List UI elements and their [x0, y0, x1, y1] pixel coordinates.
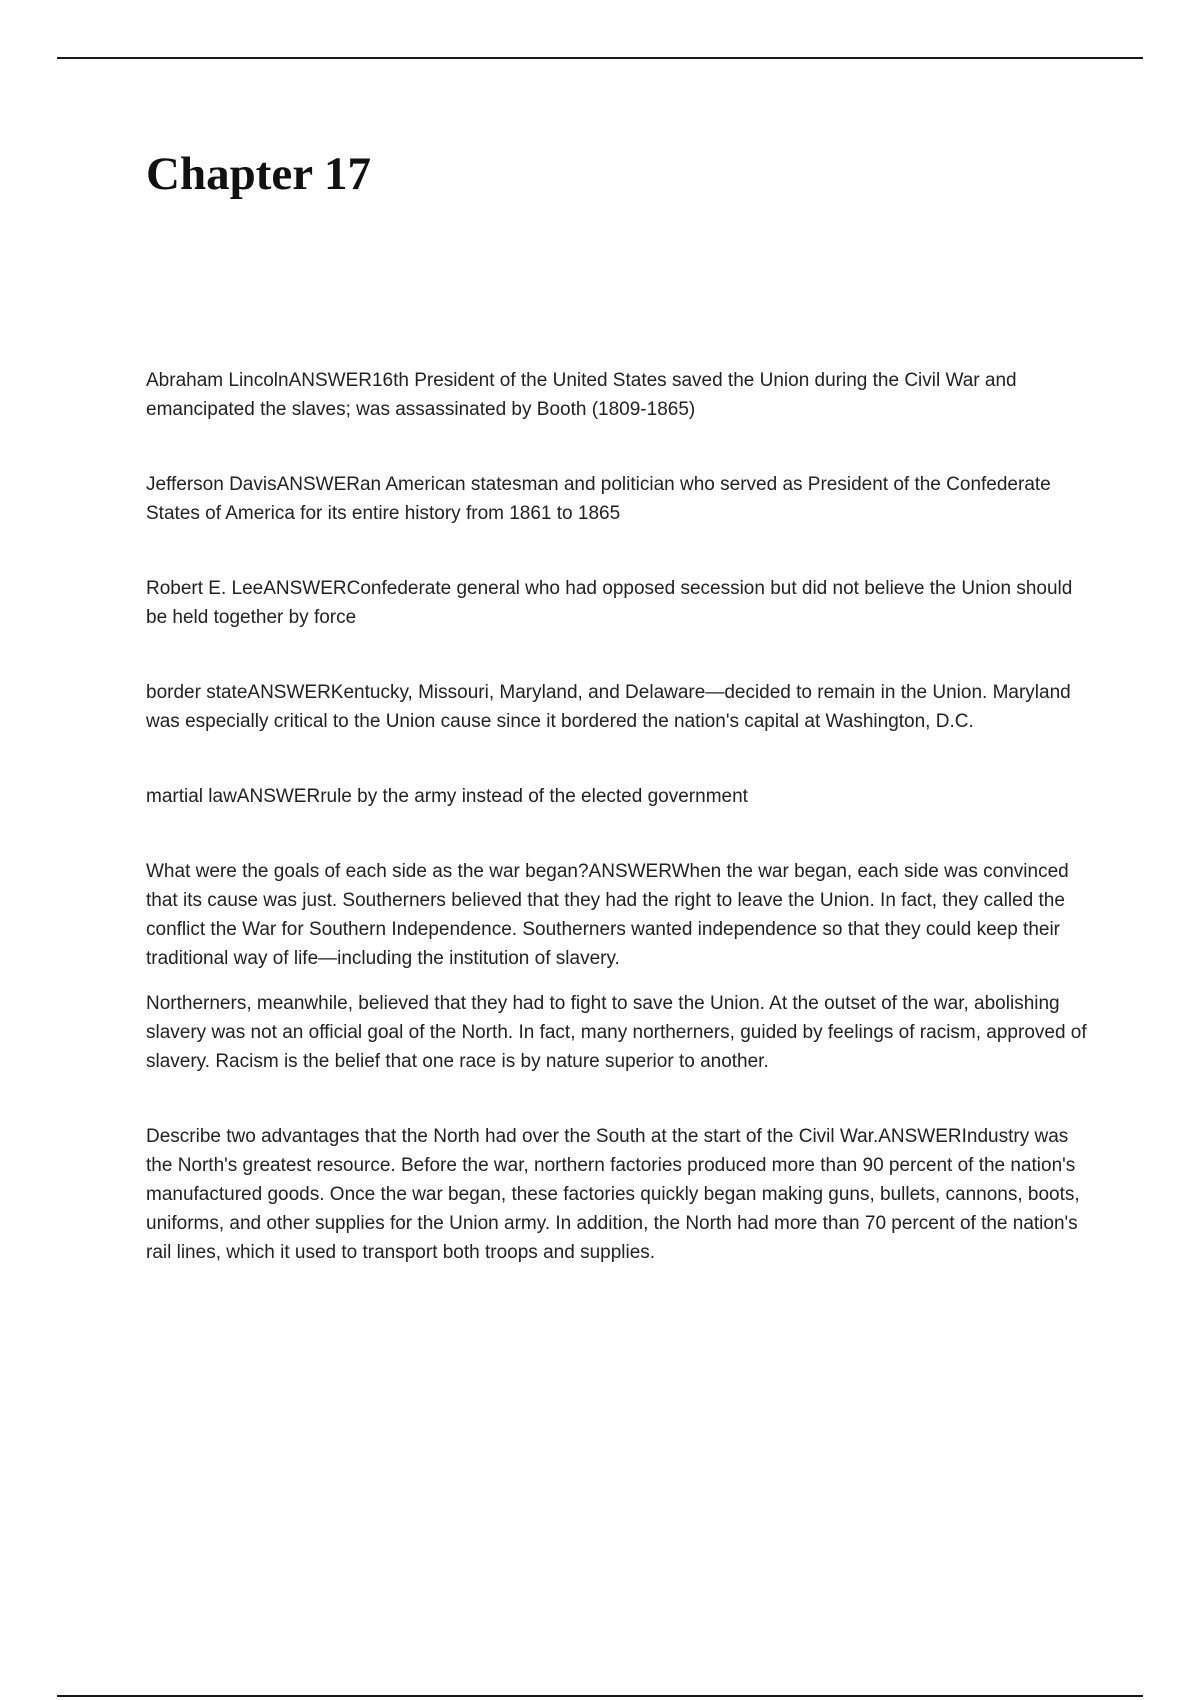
- entry-jefferson-davis: [146, 470, 1096, 528]
- entry-text-continued: Northerners, meanwhile, believed that they had to fight to save the Union. At the outset of the war, abolishing slavery was not an official goal of the North. In fact, many northerners, guided by feelings of racism, approved of slavery. Racism is the belief that one race is by nature superior to another.: [146, 993, 1087, 1072]
- page-top-rule: [57, 57, 1143, 59]
- entry-list: [146, 366, 1096, 1313]
- entry-war-goals: [146, 857, 1096, 1076]
- chapter-title: Chapter 17: [146, 148, 371, 200]
- entry-martial-law: [146, 782, 1096, 811]
- entry-text: Jefferson DavisANSWERan American statesman and politician who served as President of the Confederate States of America for its entire history from 1861 to 1865: [146, 474, 1051, 524]
- entry-text: Abraham LincolnANSWER16th President of the United States saved the Union during the Civil War and emancipated the slaves; was assassinated by Booth (1809-1865): [146, 370, 1017, 420]
- page-bottom-rule: [57, 1695, 1143, 1697]
- entry-border-state: [146, 678, 1096, 736]
- entry-text: Robert E. LeeANSWERConfederate general who had opposed secession but did not believe the Union should be held together by force: [146, 578, 1073, 628]
- entry-text: martial lawANSWERrule by the army instead of the elected government: [146, 786, 748, 807]
- entry-text: border stateANSWERKentucky, Missouri, Maryland, and Delaware—decided to remain in the Union. Maryland was especially critical to the Union cause since it bordered the nation's capital at Washington, D.C.: [146, 682, 1071, 732]
- entry-robert-e-lee: [146, 574, 1096, 632]
- entry-abraham-lincoln: [146, 366, 1096, 424]
- entry-text: What were the goals of each side as the war began?ANSWERWhen the war began, each side was convinced that its cause was just. Southerners believed that they had the right to leave the Union. In fact, they called the conflict the War for Southern Independence. Southerners wanted independence so that they could keep their traditional way of life—including the institution of slavery.: [146, 861, 1069, 969]
- entry-north-advantages: [146, 1122, 1096, 1267]
- entry-text: Describe two advantages that the North had over the South at the start of the Civil War.ANSWERIndustry was the North's greatest resource. Before the war, northern factories produced more than 90 percent of the nation's manufactured goods. Once the war began, these factories quickly began making guns, bullets, cannons, boots, uniforms, and other supplies for the Union army. In addition, the North had more than 70 percent of the nation's rail lines, which it used to transport both troops and supplies.: [146, 1126, 1080, 1263]
